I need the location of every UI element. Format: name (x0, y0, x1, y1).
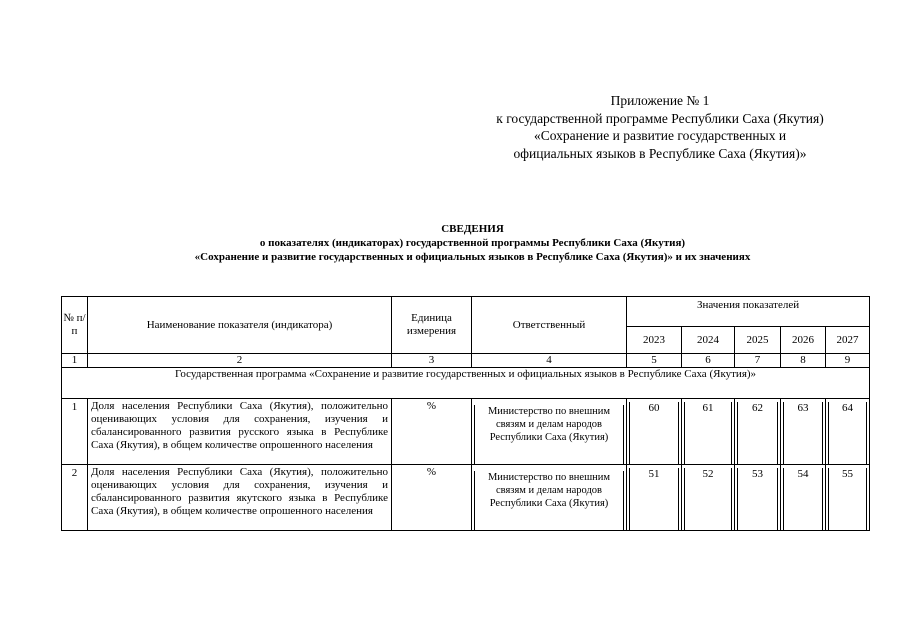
heading-title: СВЕДЕНИЯ (441, 223, 504, 235)
heading-line-2: о показателях (индикаторах) государственной программы Республики Саха (Якутия) (259, 237, 686, 249)
appendix-line-4: официальных языков в Республике Саха (Якутия)» (513, 145, 807, 161)
column-number: 7 (735, 354, 781, 368)
indicator-value: 55 (828, 468, 867, 530)
responsible-agency: Министерство по внешним связям и делам народов Республики Саха (Якутия) (474, 471, 624, 530)
column-number: 2 (88, 354, 392, 368)
responsible-cell (472, 465, 627, 531)
indicator-value: 52 (684, 468, 732, 530)
value-cell (682, 465, 735, 531)
header-values: Значения показателей (627, 297, 870, 327)
indicator-value: 64 (828, 402, 867, 464)
header-responsible: Ответственный (472, 297, 627, 354)
header-num: № п/п (62, 297, 88, 354)
column-numbers-row (62, 354, 870, 368)
indicator-value: 63 (783, 402, 823, 464)
column-number: 6 (682, 354, 735, 368)
indicator-value: 61 (684, 402, 732, 464)
column-number: 1 (62, 354, 88, 368)
header-year: 2026 (781, 327, 826, 354)
appendix-header (440, 92, 880, 162)
indicator-name: Доля населения Республики Саха (Якутия), положительно оценивающих условия для сохранения, изучения и сбалансированного развития русского языка в Республике Саха (Якутия), в общем количестве опрошенного населения (88, 399, 392, 465)
value-cell (627, 399, 682, 465)
column-number: 9 (826, 354, 870, 368)
value-cell (682, 399, 735, 465)
row-number: 2 (62, 465, 88, 531)
unit-of-measure: % (392, 465, 472, 531)
appendix-line-2: к государственной программе Республики Саха (Якутия) (496, 110, 824, 126)
program-row (62, 368, 870, 399)
table-row (62, 399, 870, 465)
value-cell (826, 399, 870, 465)
indicator-value: 53 (737, 468, 778, 530)
indicator-value: 60 (629, 402, 679, 464)
header-year: 2023 (627, 327, 682, 354)
header-year: 2027 (826, 327, 870, 354)
header-year: 2024 (682, 327, 735, 354)
column-number: 4 (472, 354, 627, 368)
column-number: 8 (781, 354, 826, 368)
indicator-value: 54 (783, 468, 823, 530)
document-heading (40, 222, 905, 264)
appendix-line-1: Приложение № 1 (610, 93, 710, 108)
column-number: 3 (392, 354, 472, 368)
indicator-value: 51 (629, 468, 679, 530)
responsible-cell (472, 399, 627, 465)
header-name: Наименование показателя (индикатора) (88, 297, 392, 354)
header-unit: Единица измерения (392, 297, 472, 354)
unit-of-measure: % (392, 399, 472, 465)
program-title: Государственная программа «Сохранение и развитие государственных и официальных языков в Республике Саха (Якутия)» (62, 368, 870, 399)
value-cell (735, 465, 781, 531)
value-cell (781, 465, 826, 531)
responsible-agency: Министерство по внешним связям и делам народов Республики Саха (Якутия) (474, 405, 624, 464)
value-cell (781, 399, 826, 465)
indicator-name: Доля населения Республики Саха (Якутия), положительно оценивающих условия для сохранения, изучения и сбалансированного развития якутского языка в Республике Саха (Якутия), в общем количестве опрошенного населения (88, 465, 392, 531)
table-row (62, 465, 870, 531)
value-cell (826, 465, 870, 531)
appendix-line-3: «Сохранение и развитие государственных и (533, 128, 787, 143)
value-cell (735, 399, 781, 465)
heading-line-3: «Сохранение и развитие государственных и официальных языков в Республике Саха (Якутия)» и их значениях (194, 251, 751, 263)
header-year: 2025 (735, 327, 781, 354)
indicators-table (61, 296, 870, 531)
value-cell (627, 465, 682, 531)
column-number: 5 (627, 354, 682, 368)
row-number: 1 (62, 399, 88, 465)
indicator-value: 62 (737, 402, 778, 464)
